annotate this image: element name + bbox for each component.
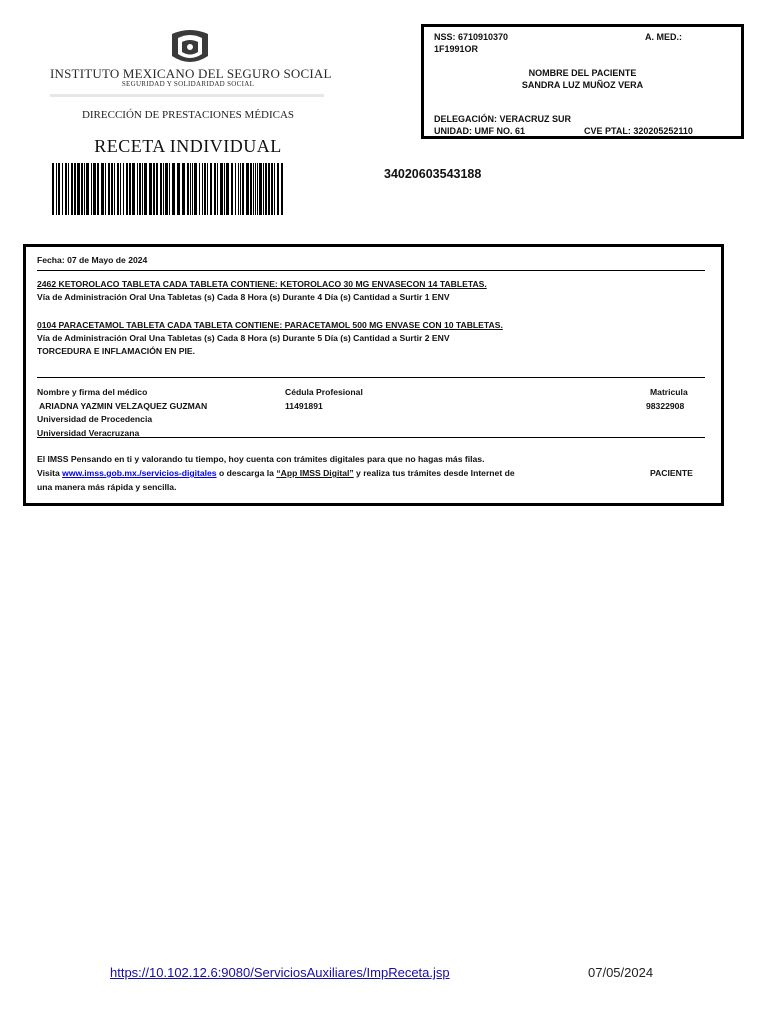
divider (37, 437, 705, 438)
digital-notice: El IMSS Pensando en ti y valorando tu tiempo, hoy cuenta con trámites digitales para que no hagas más filas. (37, 454, 485, 464)
divider (37, 270, 705, 271)
institution-subtitle: SEGURIDAD Y SOLIDARIDAD SOCIAL (121, 80, 255, 88)
copy-label: PACIENTE (650, 468, 693, 478)
agregado-medico: 1F1991OR (434, 44, 479, 54)
document-title: RECETA INDIVIDUAL (94, 136, 282, 156)
diagnosis: TORCEDURA E INFLAMACIÓN EN PIE. (37, 346, 196, 356)
imss-logo-icon (168, 28, 212, 66)
prescription-box (23, 244, 724, 506)
matricula-label: Matricula (650, 387, 688, 397)
university-value: Universidad Veracruzana (37, 428, 140, 438)
medication-instructions: Vía de Administración Oral Una Tabletas (s) Cada 8 Hora (s) Durante 5 Día (s) Cantidad a Surtir 2 ENV (37, 333, 450, 343)
header-divider (50, 94, 324, 97)
barcode-icon (52, 163, 284, 215)
cve-ptal: CVE PTAL: 320205252110 (584, 126, 693, 136)
doctor-name: ARIADNA YAZMIN VELZAQUEZ GUZMAN (39, 401, 208, 411)
prescription-date: Fecha: 07 de Mayo de 2024 (37, 255, 148, 265)
print-date: 07/05/2024 (588, 965, 654, 980)
digital-notice-line2: Visita www.imss.gob.mx./servicios-digitales o descarga la “App IMSS Digital” y realiza tus trámites desde Internet de (37, 468, 515, 478)
institution-name: INSTITUTO MEXICANO DEL SEGURO SOCIAL (50, 66, 332, 81)
divider (37, 377, 705, 378)
prescription-folio: 34020603543188 (384, 167, 482, 181)
digital-notice-line3: una manera más rápida y sencilla. (37, 482, 177, 492)
matricula-value: 98322908 (646, 401, 685, 411)
university-label: Universidad de Procedencia (37, 414, 153, 424)
doctor-name-label: Nombre y firma del médico (37, 387, 148, 397)
app-imss-digital: “App IMSS Digital” (276, 468, 354, 478)
imss-digital-link[interactable]: www.imss.gob.mx./servicios-digitales (62, 468, 217, 478)
patient-info-box (421, 24, 744, 139)
delegacion: DELEGACIÓN: VERACRUZ SUR (434, 114, 572, 124)
direction-label: DIRECCIÓN DE PRESTACIONES MÉDICAS (81, 109, 295, 121)
nss-line: NSS: 6710910370 (434, 32, 509, 42)
unidad: UNIDAD: UMF NO. 61 (434, 126, 526, 136)
cedula-label: Cédula Profesional (285, 387, 363, 397)
medication-instructions: Vía de Administración Oral Una Tabletas (s) Cada 8 Hora (s) Durante 4 Día (s) Cantidad a Surtir 1 ENV (37, 292, 450, 302)
patient-name: SANDRA LUZ MUÑOZ VERA (521, 80, 644, 90)
a-med-label: A. MED.: (645, 32, 682, 42)
patient-name-label: NOMBRE DEL PACIENTE (528, 68, 637, 78)
print-url-link[interactable]: https://10.102.12.6:9080/ServiciosAuxiliares/ImpReceta.jsp (110, 965, 450, 980)
cedula-value: 11491891 (285, 401, 323, 411)
medication-title: 2462 KETOROLACO TABLETA CADA TABLETA CONTIENE: KETOROLACO 30 MG ENVASECON 14 TABLETAS. (37, 279, 487, 289)
medication-title: 0104 PARACETAMOL TABLETA CADA TABLETA CONTIENE: PARACETAMOL 500 MG ENVASE CON 10 TABLETAS. (37, 320, 503, 330)
